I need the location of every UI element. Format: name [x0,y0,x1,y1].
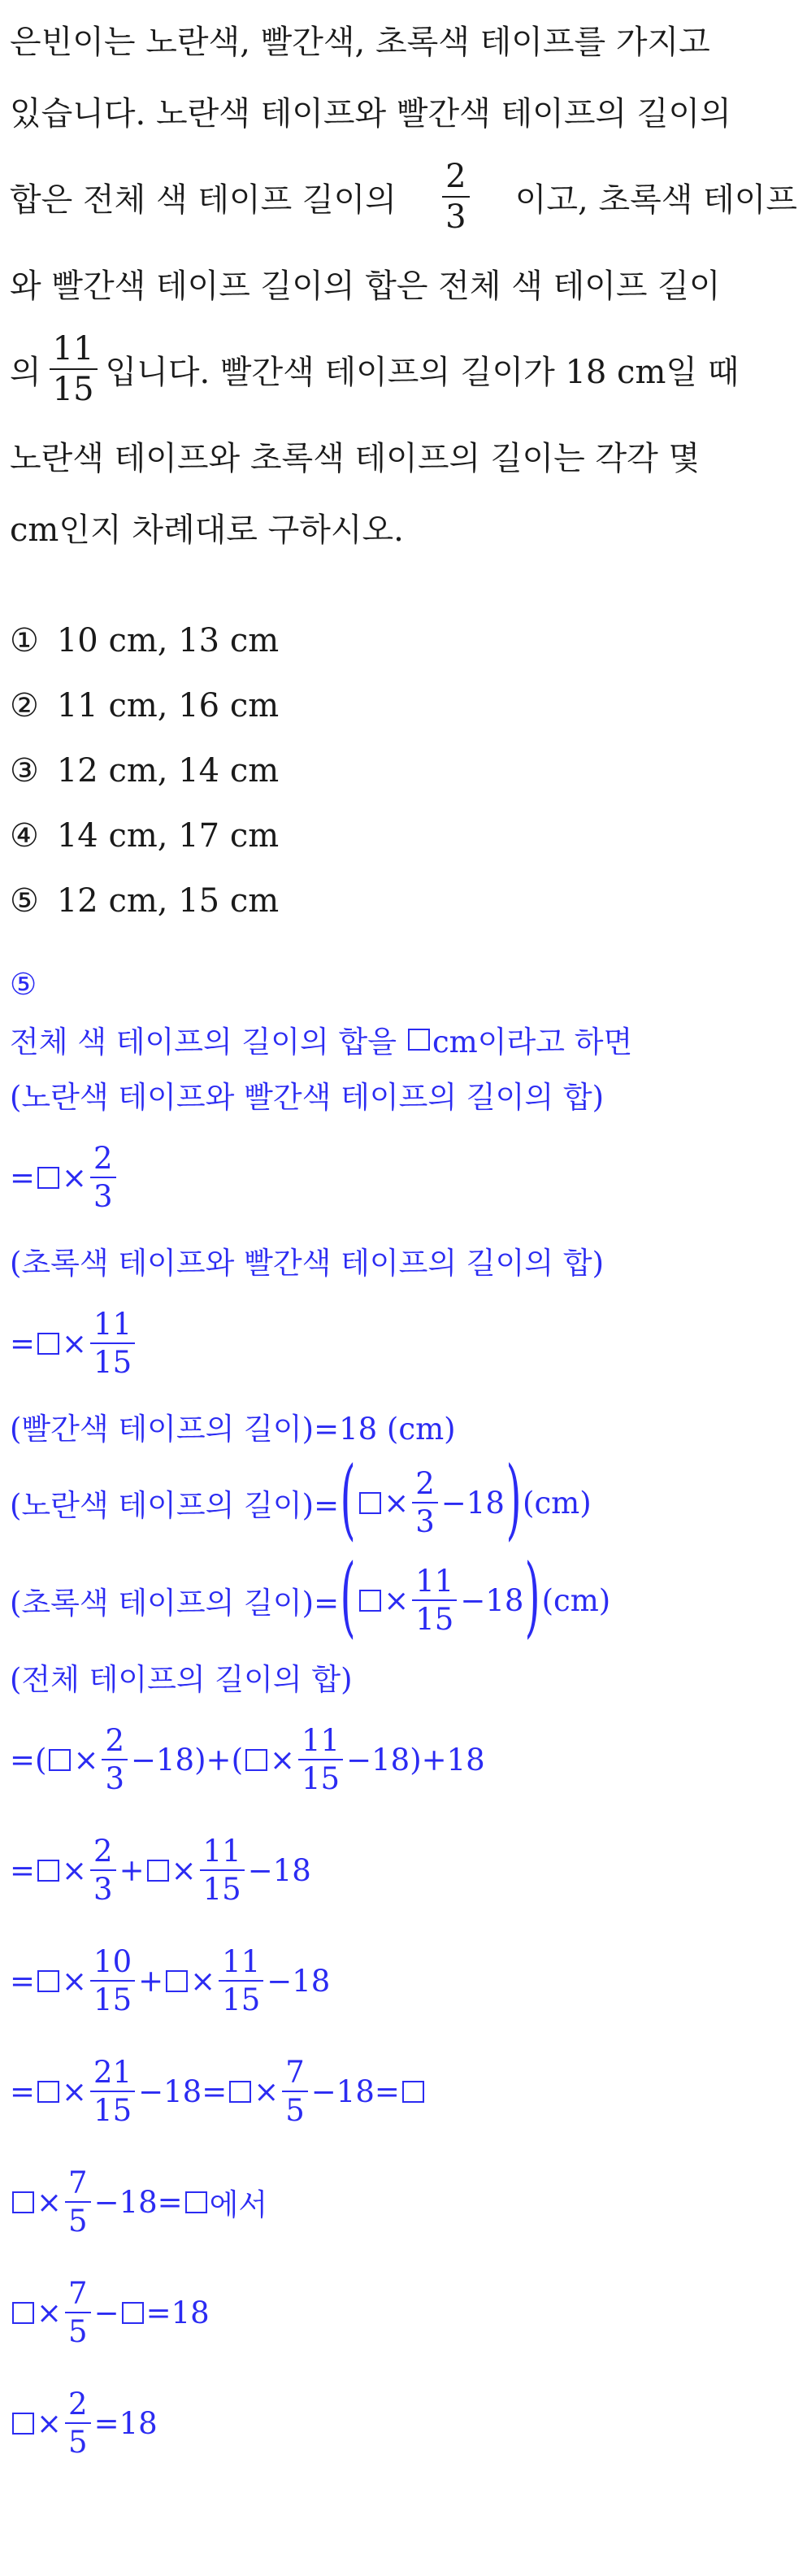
problem-line [10,247,797,319]
solution [10,956,797,2478]
blank-box [166,1970,188,1992]
equals-sign: = [10,1325,36,1361]
choice-number: ① [10,622,39,659]
blank-box [245,1749,267,1771]
choice-text: 12 cm, 14 cm [56,752,280,790]
solution-text: =18 [93,2405,158,2441]
solution-text: −18 [131,1742,195,1778]
solution-text: −18 [267,1963,331,1999]
choice-text: 11 cm, 16 cm [56,687,280,724]
solution-text: +18 [421,1742,485,1778]
close-paren: ) [505,1448,522,1550]
paren: ) [410,1742,422,1778]
problem-line-text: 은빈이는 노란색, 빨간색, 초록색 테이프를 가지고 [10,23,710,61]
equals-sign: = [202,2073,228,2109]
choice-text: 14 cm, 17 cm [56,817,280,855]
fraction [298,1725,343,1794]
unit: (cm) [541,1582,611,1618]
solution-text: −18 [93,2184,158,2220]
times-sign: × [62,1963,88,1999]
fraction-numerator: 11 [415,1564,454,1599]
solution-line [10,1399,797,1454]
fraction-numerator: 2 [93,1834,113,1869]
times-sign: × [62,1325,88,1361]
fraction [219,1944,263,2017]
fraction [90,2057,135,2126]
blank-box [359,1590,381,1612]
solution-text: −18 [247,1852,311,1888]
solution-line [10,1925,797,2036]
fraction-denominator: 3 [442,196,469,233]
solution-text: (노란색 테이프와 빨간색 테이프의 길이의 합) [10,1080,605,1115]
problem-line [10,491,797,563]
fraction-denominator: 15 [90,2091,135,2126]
fraction [442,158,469,236]
fraction [65,2387,91,2460]
times-sign: × [62,1852,88,1888]
solution-text: −18 [138,2073,202,2109]
fraction-denominator: 15 [412,1599,457,1634]
equals-sign: = [10,1160,36,1195]
solution-text: −18 [460,1582,524,1618]
fraction-numerator: 2 [68,2387,88,2422]
fraction-numerator: 2 [105,1723,125,1758]
fraction-denominator: 3 [102,1759,128,1794]
problem-line-text: 있습니다. 노란색 테이프와 빨간색 테이프의 길이의 [10,94,731,133]
fraction [65,2165,91,2239]
times-sign: × [254,2073,280,2109]
solution-text: −18 [346,1742,410,1778]
solution-text: =18 [145,2295,210,2330]
solution-line [10,1233,797,1288]
blank-box [359,1492,381,1514]
choice-4[interactable] [10,803,797,868]
solution-text: −18 [440,1485,505,1521]
solution-line [10,1546,797,1649]
fraction-denominator: 15 [50,368,98,406]
choice-number: ③ [10,752,39,790]
solution-line [10,1067,797,1122]
blank-box [12,2191,34,2213]
plus-sign: + [206,1742,232,1778]
blank-box [229,2081,251,2103]
blank-box [185,2191,207,2213]
fraction [90,1143,116,1212]
choice-5[interactable] [10,868,797,933]
blank-box [122,2302,144,2324]
fraction-numerator: 2 [93,1141,113,1176]
open-paren: ( [340,1448,356,1550]
solution-text: cm이라고 하면 [432,1025,633,1060]
solution-line [10,1288,797,1399]
problem-line-text: 와 빨간색 테이프 길이의 합은 전체 색 테이프 길이 [10,267,721,305]
solution-line [10,2368,797,2478]
choice-number: ④ [10,817,39,855]
open-paren: ( [340,1546,356,1647]
times-sign: × [37,2295,63,2330]
times-sign: × [62,1160,88,1195]
fraction-numerator: 7 [285,2055,305,2090]
problem-line-text: 노란색 테이프와 초록색 테이프의 길이는 각각 몇 [10,439,701,477]
problem-line-text: cm인지 차례대로 구하시오. [10,511,404,549]
equals-sign: = [157,2184,183,2220]
problem-line-text: 의 [10,353,41,391]
solution-line [10,1122,797,1233]
problem-line-text: 합은 전체 색 테이프 길이의 [10,181,397,219]
choice-text: 12 cm, 15 cm [56,882,280,920]
problem-line-text: 입니다. 빨간색 테이프의 길이가 18 cm일 때 [105,353,740,391]
fraction [65,2278,91,2347]
solution-line [10,1649,797,1704]
blank-box [49,1749,71,1771]
fraction-denominator: 15 [200,1869,245,1904]
fraction [90,1834,116,1907]
solution-line [10,2036,797,2147]
fraction-denominator: 5 [282,2091,308,2126]
fraction-denominator: 3 [90,1869,116,1904]
problem-line [10,146,797,247]
fraction-denominator: 15 [90,1980,135,2015]
minus-sign: − [93,2295,119,2330]
fraction-denominator: 5 [65,2201,91,2236]
equals-sign: = [374,2073,400,2109]
times-sign: × [171,1852,197,1888]
fraction-numerator: 7 [68,2276,88,2311]
fraction [282,2057,308,2126]
paren: ) [194,1742,206,1778]
fraction-numerator: 21 [93,2055,132,2090]
solution-answer [10,956,797,1012]
times-sign: × [73,1742,99,1778]
solution-text: 전체 색 테이프의 길이의 합을 [10,1025,397,1060]
fraction-denominator: 15 [90,1342,135,1377]
times-sign: × [384,1582,410,1618]
choice-number: ② [10,687,39,724]
solution-line [10,1815,797,1925]
plus-sign: + [138,1963,164,1999]
times-sign: × [384,1485,410,1521]
equals-sign: = [10,1852,36,1888]
blank-box [147,1860,169,1882]
fraction-numerator: 11 [202,1834,241,1869]
fraction-numerator: 10 [93,1944,132,1979]
fraction [412,1466,438,1539]
blank-box [12,2302,34,2324]
fraction-numerator: 11 [52,330,94,368]
fraction-denominator: 5 [65,2422,91,2457]
solution-text: (노란색 테이프의 길이)= [10,1488,340,1523]
problem-text [10,0,797,563]
solution-text: (빨간색 테이프의 길이)=18 (cm) [10,1412,456,1447]
blank-box [37,1167,59,1189]
blank-box [12,2413,34,2435]
fraction-denominator: 3 [90,1177,116,1212]
solution-line [10,1448,797,1551]
paren: ( [231,1742,243,1778]
fraction-denominator: 15 [219,1980,263,2015]
fraction [90,1944,135,2017]
solution-line [10,1704,797,1815]
equals-sign: = [10,1963,36,1999]
blank-box [408,1029,430,1051]
blank-box [37,1970,59,1992]
fraction [90,1307,135,1380]
fraction-denominator: 3 [412,1502,438,1537]
fraction [50,330,98,408]
blank-box [37,1860,59,1882]
choice-3[interactable] [10,738,797,803]
fraction-numerator: 7 [68,2165,88,2200]
equals-sign: = [10,2073,36,2109]
choice-1[interactable] [10,608,797,673]
close-paren: ) [525,1546,540,1647]
answer-choices [10,608,797,933]
times-sign: × [270,1742,296,1778]
fraction-denominator: 5 [65,2312,91,2347]
choice-number: ⑤ [10,882,39,920]
solution-line [10,1012,797,1067]
times-sign: × [37,2184,63,2220]
unit: (cm) [523,1485,592,1521]
solution-text: (전체 테이프의 길이의 합) [10,1662,353,1697]
fraction-numerator: 11 [302,1723,341,1758]
fraction-denominator: 15 [298,1759,343,1794]
blank-box [402,2081,424,2103]
problem-line [10,75,797,146]
blank-box [37,2081,59,2103]
solution-text: 에서 [209,2187,268,2222]
problem-line [10,420,797,491]
answer-mark: ⑤ [10,966,37,1002]
times-sign: × [190,1963,216,1999]
fraction-numerator: 11 [93,1307,132,1342]
times-sign: × [62,2073,88,2109]
solution-line [10,2257,797,2368]
fraction-numerator: 11 [222,1944,261,1979]
blank-box [37,1333,59,1355]
solution-text: −18 [310,2073,375,2109]
solution-line [10,2147,797,2257]
paren: ( [35,1742,47,1778]
fraction [102,1725,128,1794]
problem-line [10,319,797,420]
fraction-numerator: 2 [415,1466,435,1501]
solution-text: (초록색 테이프와 빨간색 테이프의 길이의 합) [10,1246,605,1281]
fraction [412,1564,457,1637]
problem-line-text: 이고, 초록색 테이프 [514,181,797,219]
choice-2[interactable] [10,673,797,738]
choice-text: 10 cm, 13 cm [56,622,280,659]
fraction [200,1834,245,1907]
equals-sign: = [10,1742,36,1778]
times-sign: × [37,2405,63,2441]
solution-text: (초록색 테이프의 길이)= [10,1586,340,1621]
problem-line [10,3,797,75]
plus-sign: + [119,1852,145,1888]
fraction-numerator: 2 [445,158,466,195]
